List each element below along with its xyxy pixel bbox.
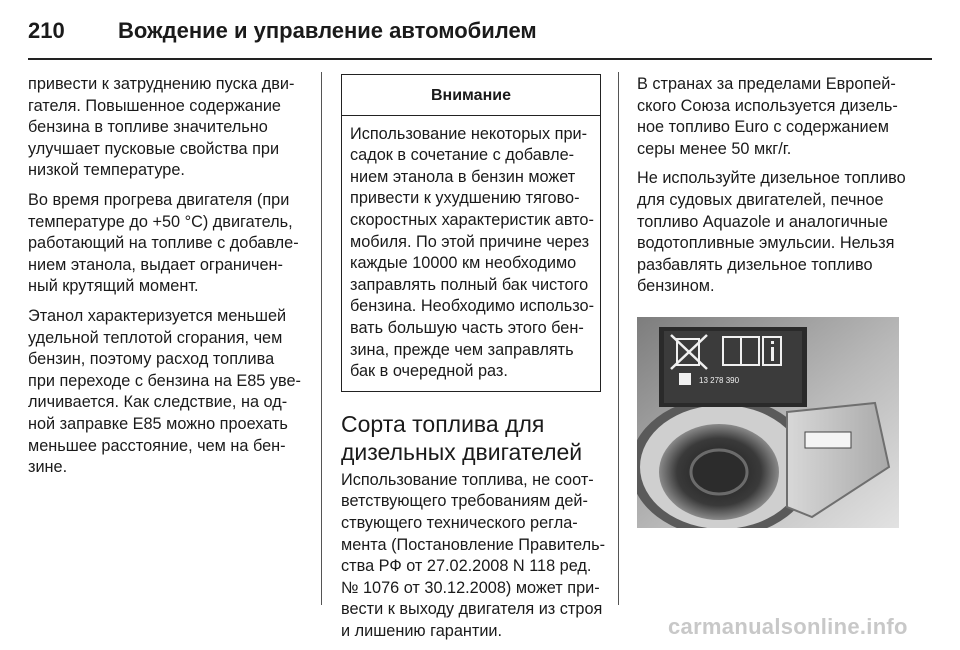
text-line: садок в сочетание с добавле- (350, 146, 575, 165)
heading-line: Сорта топлива для (341, 410, 545, 437)
text-line: улучшает пусковые свойства при (28, 139, 280, 158)
text-line: вать большую часть этого бен- (350, 318, 584, 337)
text-line: меньшее расстояние, чем на бен- (28, 436, 286, 455)
text-line: № 1076 от 30.12.2008) может при- (341, 578, 600, 597)
text-line: В странах за пределами Европей- (637, 75, 896, 93)
text-line: бензина в топливе значительно (28, 118, 268, 137)
paragraph (28, 306, 310, 479)
column-middle (341, 74, 606, 650)
heading-line: дизельных двигателей (341, 438, 583, 465)
text-line: ства РФ от 27.02.2008 N 118 ред. (341, 557, 592, 576)
text-line: привести к ухудшению тягово- (350, 189, 580, 208)
text-line: скоростных характеристик авто- (350, 210, 594, 229)
text-line: ветствующего требованиям дей- (341, 492, 588, 511)
column-right (637, 74, 907, 348)
text-line: при переходе с бензина на E85 уве- (28, 371, 301, 390)
fuel-filler-photo (637, 317, 899, 528)
text-line: ствующего технического регла- (341, 513, 578, 532)
page-title: Вождение и управление автомобилем (118, 18, 537, 43)
text-line: Не используйте дизельное топливо (637, 169, 906, 188)
text-line: Во время прогрева двигателя (при (28, 190, 290, 209)
warning-box (341, 74, 601, 392)
warning-title: Внимание (342, 75, 600, 116)
text-line: нием этанола в бензин может (350, 167, 576, 186)
text-line: удельной теплотой сгорания, чем (28, 328, 283, 347)
text-line: Использование некоторых при- (350, 124, 588, 143)
text-line: каждые 10000 км необходимо (350, 254, 577, 273)
page-number: 210 (28, 18, 65, 43)
text-line: бензина. Необходимо использо- (350, 297, 595, 316)
text-line: для судовых двигателей, печное (637, 190, 884, 209)
text-line: ный крутящий момент. (28, 277, 199, 296)
text-line: вести к выходу двигателя из строя (341, 600, 603, 619)
paragraph (637, 74, 907, 160)
text-line: привести к затруднению пуска дви- (28, 75, 295, 93)
text-line: работающий на топливе с добавле- (28, 234, 299, 253)
text-line: гателя. Повышенное содержание (28, 96, 281, 115)
paragraph (637, 168, 907, 298)
text-line: водотопливные эмульсии. Нельзя (637, 234, 895, 253)
column-left (28, 74, 310, 487)
column-divider (321, 72, 322, 605)
figure-label-code: 13 278 390 (699, 376, 740, 385)
text-line: низкой температуре. (28, 161, 185, 180)
text-line: зина, прежде чем заправлять (350, 340, 574, 359)
text-line: мобиля. По этой причине через (350, 232, 590, 251)
text-line: зине. (28, 458, 68, 477)
text-line: разбавлять дизельное топливо (637, 255, 873, 274)
text-line: Этанол характеризуется меньшей (28, 306, 287, 325)
text-line: серы менее 50 мкг/г. (637, 139, 792, 158)
watermark: carmanualsonline.info (668, 614, 908, 639)
text-line: ского Союза используется дизель- (637, 96, 898, 115)
text-line: личивается. Как следствие, на од- (28, 393, 288, 412)
text-line: ное топливо Euro с содержанием (637, 118, 889, 137)
paragraph (28, 190, 310, 298)
section-heading (341, 410, 603, 466)
text-line: мента (Постановление Правитель- (341, 535, 606, 554)
text-line: температуре до +50 °C) двигатель, (28, 212, 293, 231)
paragraph (28, 74, 310, 182)
text-line: нием этанола, выдает ограничен- (28, 255, 283, 274)
header-rule (28, 58, 932, 60)
text-line: Использование топлива, не соот- (341, 470, 594, 489)
column-divider (618, 72, 619, 605)
text-line: ной заправке E85 можно проехать (28, 414, 288, 433)
text-line: заправлять полный бак чистого (350, 275, 589, 294)
page-header (28, 14, 932, 54)
text-line: топливо Aquazole и аналогичные (637, 212, 888, 231)
paragraph (341, 470, 606, 643)
warning-body (342, 116, 600, 391)
text-line: бензин, поэтому расход топлива (28, 350, 275, 369)
text-line: бак в очередной раз. (350, 362, 508, 381)
text-line: бензином. (637, 277, 715, 296)
text-line: и лишению гарантии. (341, 621, 503, 640)
